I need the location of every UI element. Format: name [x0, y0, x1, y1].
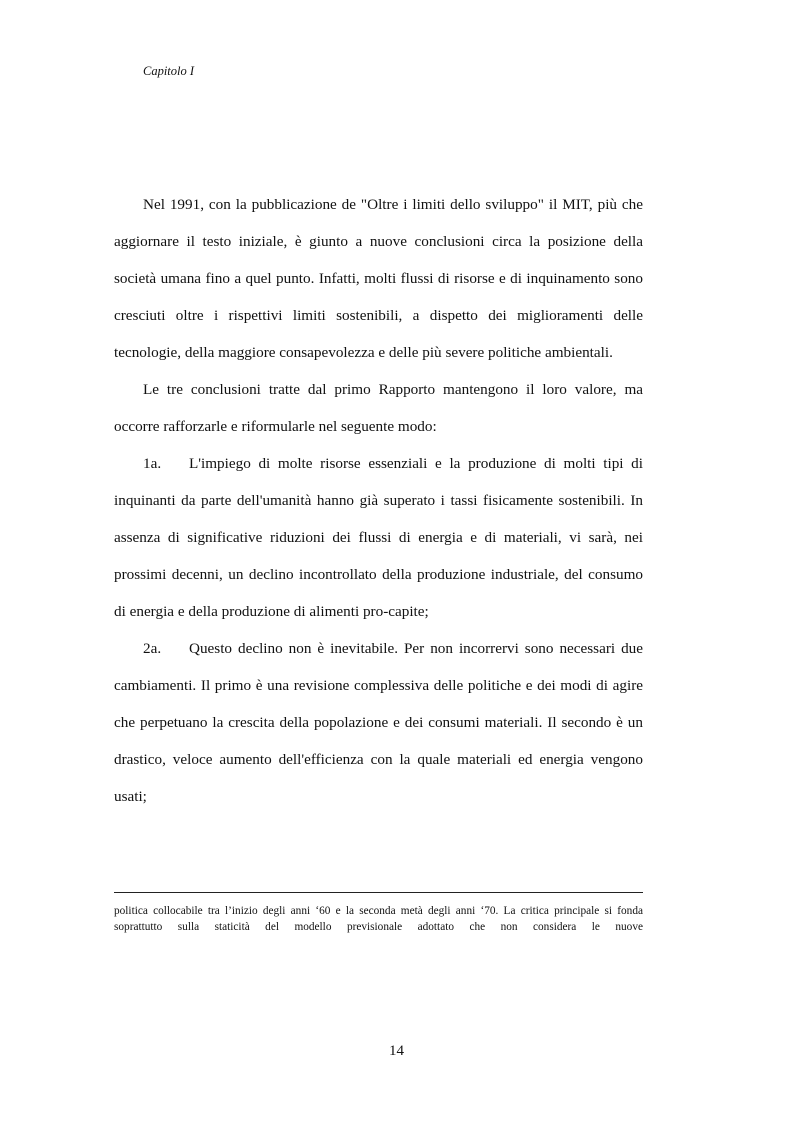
- list-item-text: L'impiego di molte risorse essenziali e la produzione di molti tipi di inquinanti da parte dell'umanità hanno già superato i tassi fisicamente sostenibili. In assenza di significative riduzioni dei flussi di energia e di materiali, vi sarà, nei prossimi decenni, un declino incontrollato della produzione industriale, del consumo di energia e della produzione di alimenti pro-capite;: [114, 455, 643, 620]
- list-item-number: 2a.: [143, 640, 162, 657]
- paragraph: Le tre conclusioni tratte dal primo Rapporto mantengono il loro valore, ma occorre rafforzarle e riformularle nel seguente modo:: [114, 381, 643, 435]
- body-text: [114, 186, 643, 815]
- list-item-number: 1a.: [143, 455, 162, 472]
- footnote-text: politica collocabile tra l’inizio degli anni ‘60 e la seconda metà degli anni ‘70. La critica principale si fonda soprattutto sulla staticità del modello previsionale adottato che non considera le nuove: [114, 905, 643, 933]
- running-head: Capitolo I: [143, 64, 195, 78]
- page-number: 14: [389, 1043, 404, 1059]
- list-item-text: Questo declino non è inevitabile. Per non incorrervi sono necessari due cambiamenti. Il primo è una revisione complessiva delle politiche e dei modi di agire che perpetuano la crescita della popolazione e dei consumi materiali. Il secondo è un drastico, veloce aumento dell'efficienza con la quale materiali ed energia vengono usati;: [114, 640, 643, 805]
- list-item: [114, 630, 643, 815]
- list-item: [114, 445, 643, 630]
- footnote-separator: [114, 892, 643, 893]
- paragraph: Nel 1991, con la pubblicazione de "Oltre i limiti dello sviluppo" il MIT, più che aggiornare il testo iniziale, è giunto a nuove conclusioni circa la posizione della società umana fino a quel punto. Infatti, molti flussi di risorse e di inquinamento sono cresciuti oltre i rispettivi limiti sostenibili, a dispetto dei miglioramenti delle tecnologie, della maggiore consapevolezza e delle più severe politiche ambientali.: [114, 196, 643, 361]
